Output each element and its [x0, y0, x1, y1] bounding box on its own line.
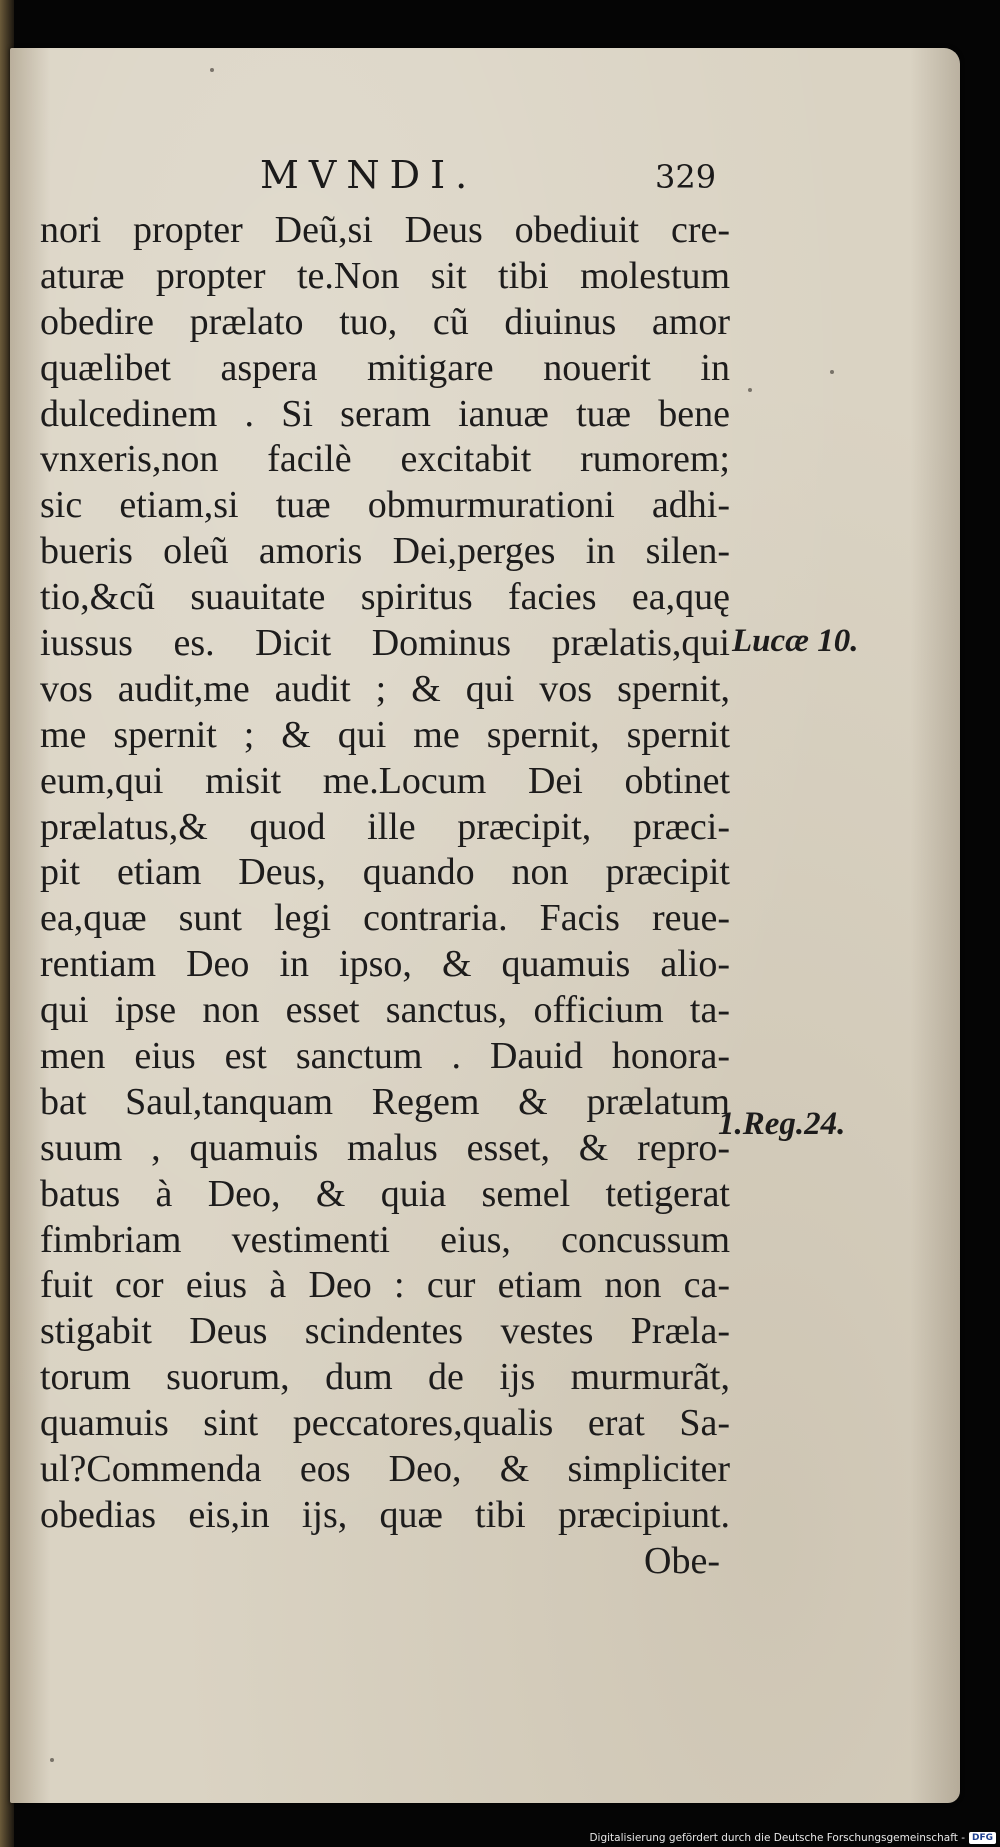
- text-line: batus à Deo, & quia semel tetigerat: [40, 1172, 730, 1215]
- text-line: quamuis sint peccatores,qualis erat Sa-: [40, 1402, 730, 1445]
- text-line: pit etiam Deus, quando non præcipit: [40, 851, 730, 894]
- paper-speck: [210, 68, 214, 72]
- paper-speck: [830, 370, 834, 374]
- text-line: men eius est sanctum . Dauid honora-: [40, 1035, 730, 1078]
- digitization-credit: [589, 1832, 996, 1844]
- text-line: quælibet aspera mitigare nouerit in: [40, 346, 730, 389]
- marginal-note-kings: 1.Reg.24.: [718, 1106, 846, 1142]
- text-line: ul?Commenda eos Deo, & simpliciter: [40, 1448, 730, 1491]
- dfg-logo: DFG: [969, 1832, 996, 1844]
- text-line: dulcedinem . Si seram ianuæ tuæ bene: [40, 392, 730, 435]
- text-line: rentiam Deo in ipso, & quamuis alio-: [40, 943, 730, 986]
- text-line: vnxeris,non facilè excitabit rumorem;: [40, 438, 730, 481]
- running-title: MVNDI.: [260, 153, 478, 197]
- paper-speck: [748, 388, 752, 392]
- page-number: 329: [655, 158, 717, 196]
- text-line: bueris oleũ amoris Dei,perges in silen-: [40, 530, 730, 573]
- text-line: tio,&cũ suauitate spiritus facies ea,quę: [40, 576, 730, 619]
- text-line: bat Saul,tanquam Regem & prælatum: [40, 1080, 730, 1123]
- text-line: fuit cor eius à Deo : cur etiam non ca-: [40, 1264, 730, 1307]
- text-line: nori propter Deũ,si Deus obediuit cre-: [40, 209, 730, 251]
- text-line: sic etiam,si tuæ obmurmurationi adhi-: [40, 484, 730, 527]
- credit-text: Digitalisierung gefördert durch die Deutsche Forschungsgemeinschaft -: [589, 1832, 965, 1844]
- marginal-note-luke: Lucæ 10.: [732, 623, 859, 659]
- text-line: eum,qui misit me.Locum Dei obtinet: [40, 759, 730, 802]
- paper-speck: [50, 1758, 54, 1762]
- text-line: aturæ propter te.Non sit tibi molestum: [40, 254, 730, 297]
- text-line: prælatus,& quod ille præcipit, præci-: [40, 805, 730, 848]
- text-line: me spernit ; & qui me spernit, spernit: [40, 713, 730, 756]
- text-line: stigabit Deus scindentes vestes Præla-: [40, 1310, 730, 1353]
- text-line: fimbriam vestimenti eius, concussum: [40, 1218, 730, 1261]
- book-page: [10, 48, 960, 1803]
- text-line: vos audit,me audit ; & qui vos spernit,: [40, 667, 730, 710]
- text-line: torum suorum, dum de ijs murmurãt,: [40, 1356, 730, 1399]
- text-line: suum , quamuis malus esset, & repro-: [40, 1126, 730, 1169]
- text-line: ea,quæ sunt legi contraria. Facis reue-: [40, 897, 730, 940]
- text-block: [40, 208, 730, 1585]
- text-line: iussus es. Dicit Dominus prælatis,qui: [40, 622, 730, 665]
- text-line: obedire prælato tuo, cũ diuinus amor: [40, 300, 730, 343]
- catchword: Obe-: [644, 1539, 720, 1582]
- text-line: qui ipse non esset sanctus, officium ta-: [40, 989, 730, 1032]
- text-line: obedias eis,in ijs, quæ tibi præcipiunt.: [40, 1493, 730, 1536]
